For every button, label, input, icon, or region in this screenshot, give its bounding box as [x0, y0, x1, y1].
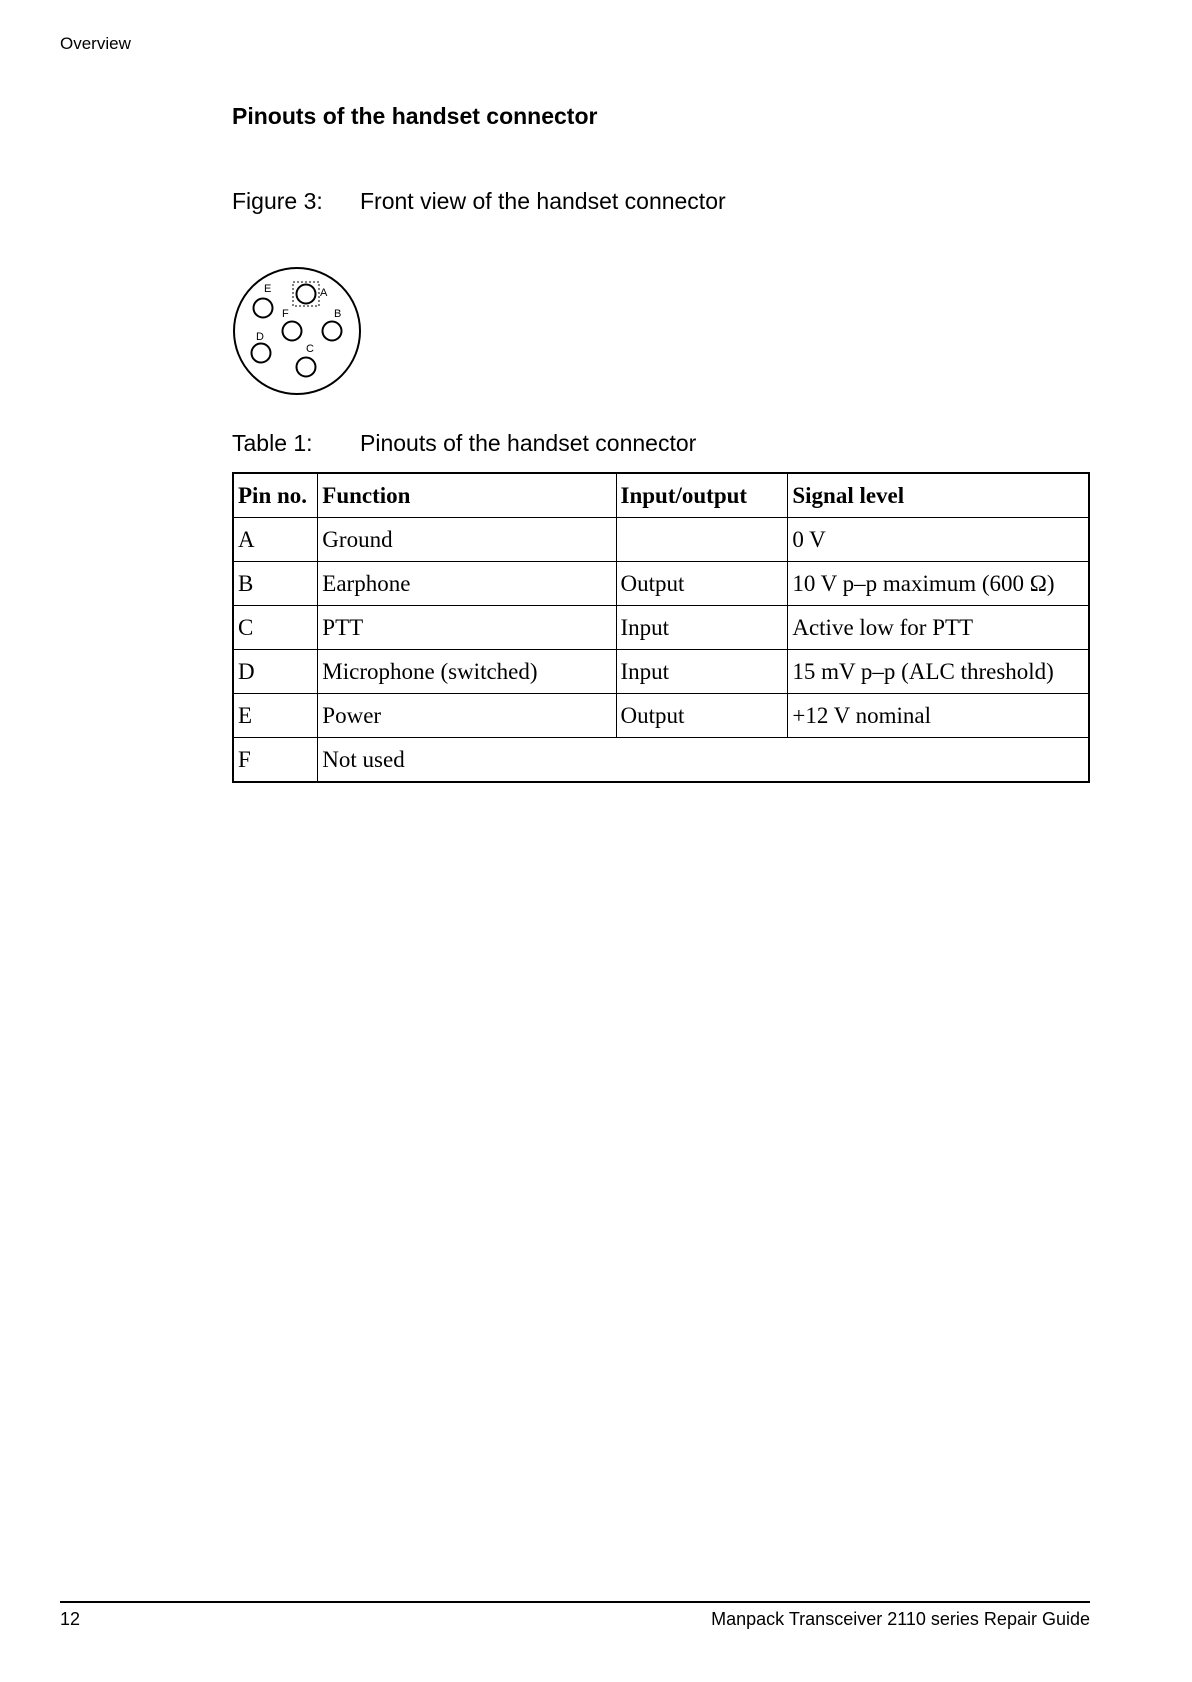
pin-e [254, 299, 273, 318]
pin-f [283, 322, 302, 341]
cell-signal: 15 mV p–p (ALC threshold) [788, 650, 1089, 694]
cell-function: PTT [318, 606, 616, 650]
footer-rule [60, 1601, 1090, 1603]
pin-label-f: F [282, 308, 289, 320]
column-header-signal: Signal level [788, 473, 1089, 518]
figure-number: Figure 3: [232, 188, 323, 214]
figure-caption [232, 188, 726, 215]
table-header-row [233, 473, 1089, 518]
document-title: Manpack Transceiver 2110 series Repair Guide [711, 1609, 1090, 1629]
handset-connector-diagram [232, 265, 366, 399]
cell-function: Not used [318, 738, 1089, 783]
table-caption-text: Pinouts of the handset connector [360, 430, 697, 456]
column-header-pin: Pin no. [233, 473, 318, 518]
table-number: Table 1: [232, 430, 313, 456]
column-header-function: Function [318, 473, 616, 518]
cell-io: Input [616, 606, 788, 650]
cell-io: Output [616, 562, 788, 606]
pin-b [323, 322, 342, 341]
cell-signal: 10 V p–p maximum (600 Ω) [788, 562, 1089, 606]
pinout-table [232, 472, 1090, 783]
pin-label-c: C [306, 343, 314, 355]
cell-function: Microphone (switched) [318, 650, 616, 694]
cell-pin: D [233, 650, 318, 694]
table-row [233, 606, 1089, 650]
cell-pin: E [233, 694, 318, 738]
cell-signal: +12 V nominal [788, 694, 1089, 738]
pin-label-b: B [334, 308, 342, 320]
cell-function: Ground [318, 518, 616, 562]
section-title: Pinouts of the handset connector [232, 103, 598, 129]
cell-signal: Active low for PTT [788, 606, 1089, 650]
pin-a [297, 285, 316, 304]
cell-io: Output [616, 694, 788, 738]
cell-pin: C [233, 606, 318, 650]
cell-pin: A [233, 518, 318, 562]
running-header: Overview [60, 34, 131, 53]
cell-signal: 0 V [788, 518, 1089, 562]
pin-label-d: D [256, 331, 264, 343]
cell-function: Power [318, 694, 616, 738]
cell-io: Input [616, 650, 788, 694]
table-caption [232, 430, 696, 457]
table-row [233, 562, 1089, 606]
pin-c [297, 358, 316, 377]
page-number: 12 [60, 1609, 81, 1629]
cell-pin: B [233, 562, 318, 606]
table-row [233, 650, 1089, 694]
cell-io [616, 518, 788, 562]
column-header-io: Input/output [616, 473, 788, 518]
pin-label-e: E [264, 283, 272, 295]
table-row [233, 518, 1089, 562]
cell-function: Earphone [318, 562, 616, 606]
table-row [233, 694, 1089, 738]
pin-label-a: A [320, 287, 328, 299]
table-row [233, 738, 1089, 783]
cell-pin: F [233, 738, 318, 783]
figure-caption-text: Front view of the handset connector [360, 188, 726, 214]
pin-d [252, 344, 271, 363]
